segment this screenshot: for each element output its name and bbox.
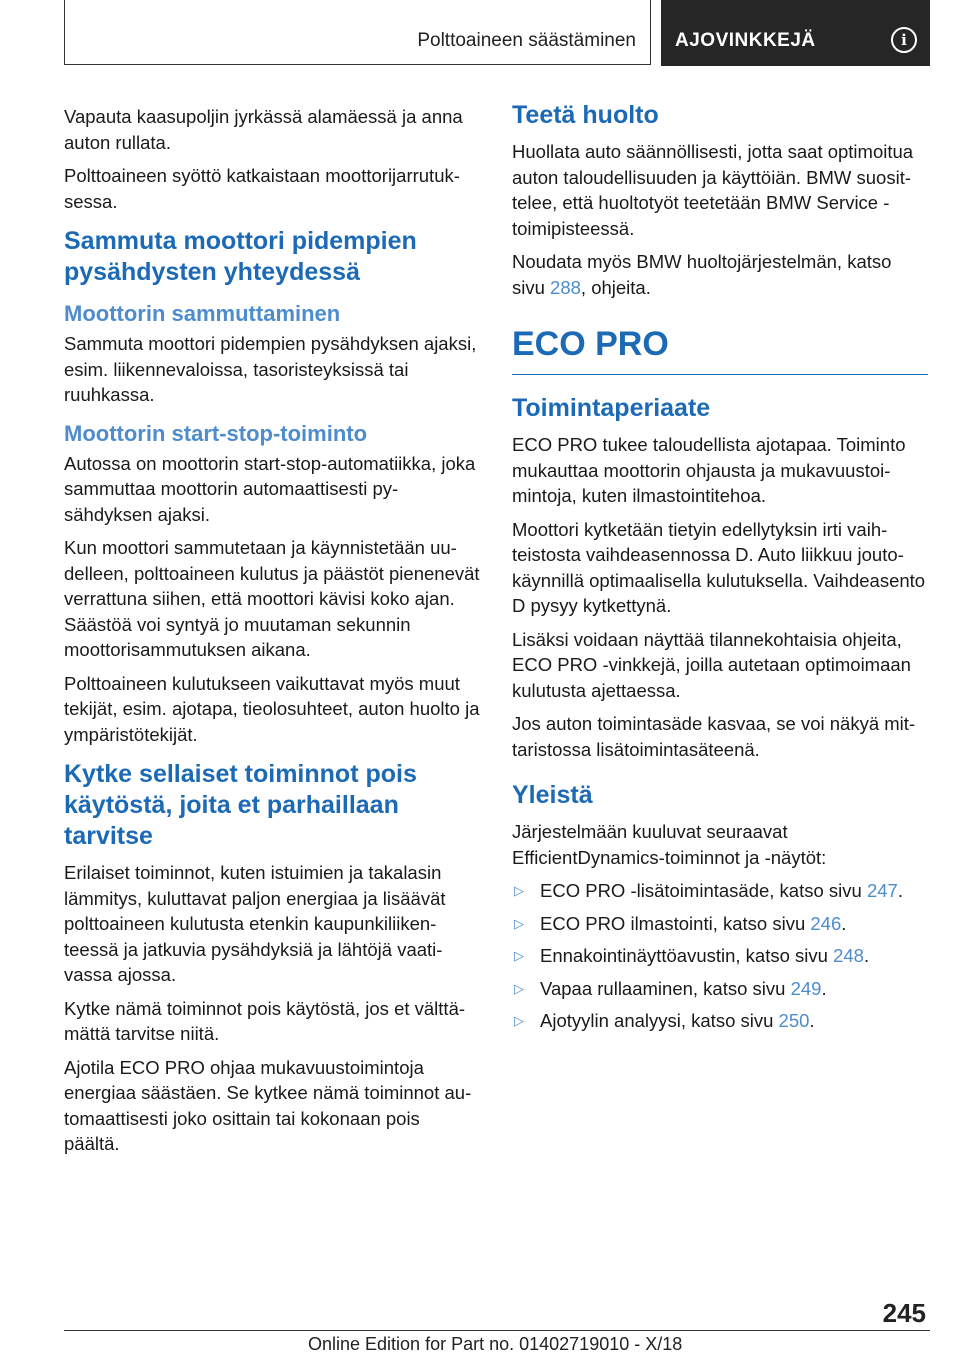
shutdown-paragraph: Sammuta moottori pidempien pysähdyksen ajaksi, esim. liikennevaloissa, tasoristeyksissä tai ruuhkassa. — [64, 333, 477, 405]
page-link[interactable]: 249 — [790, 977, 822, 999]
heading-eco-pro: ECO PRO — [512, 324, 928, 375]
list-item: ▷ Vapaa rullaaminen, katso sivu 249. — [512, 976, 928, 1002]
feature-list — [512, 878, 928, 1034]
general-paragraph: Järjestelmään kuuluvat seuraavat EfficientDynamics-toiminnot ja -näytöt: — [512, 821, 827, 868]
principle-paragraph-4: Jos auton toimintasäde kasvaa, se voi näkyä mittaristossa lisätoimintasäteenä. — [512, 713, 916, 760]
principle-paragraph-1: ECO PRO tukee taloudellista ajotapaa. Toiminto mukauttaa moottorin ohjausta ja mukavuustoimintoja, kuten ilmastointitehoa. — [512, 434, 906, 506]
bullet-triangle-icon: ▷ — [514, 883, 524, 898]
heading-service: Teetä huolto — [512, 101, 659, 129]
header-chapter-box — [661, 0, 930, 66]
page-number: 245 — [882, 1298, 926, 1328]
service-paragraph-1: Huollata auto säännöllisesti, jotta saat optimoitua auton taloudellisuuden ja käyttöiän. BMW suosittelee, että huoltotyöt teetetään BMW Service -toimipisteessä. — [512, 141, 914, 239]
bullet-triangle-icon: ▷ — [514, 980, 524, 996]
subheading-start-stop: Moottorin start-stop-toiminto — [64, 420, 368, 446]
list-item: ▷ ECO PRO ilmastointi, katso sivu 246. — [512, 911, 928, 937]
start-stop-paragraph-2: Kun moottori sammutetaan ja käynnistetään uudelleen, polttoaineen kulutus ja päästöt pienenevät verrattuna siihen, että moottori kävisi koko ajan. Säästöä voi syntyä jo muutaman sekunnin moottorisammutuksen aikana. — [64, 537, 480, 660]
right-column — [512, 100, 928, 1041]
functions-paragraph-2: Kytke nämä toiminnot pois käytöstä, jos et välttämättä tarvitse niitä. — [64, 997, 466, 1044]
bullet-triangle-icon: ▷ — [514, 948, 524, 963]
start-stop-paragraph-1: Autossa on moottorin start-stop-automatiikka, joka sammuttaa moottorin automaattisesti pysähdyksen ajaksi. — [64, 452, 476, 525]
footer-edition: Online Edition for Part no. 01402719010 - X/18 — [308, 1334, 683, 1354]
left-column — [64, 100, 480, 1165]
footer-divider — [64, 1330, 930, 1331]
functions-paragraph-3: Ajotila ECO PRO ohjaa mukavuustoimintoja energiaa säästäen. Se kytkee nämä toiminnot automaattisesti joko osittain tai kokonaan pois päältä. — [64, 1056, 472, 1154]
list-item: ▷ Ajotyylin analyysi, katso sivu 250. — [512, 1008, 928, 1034]
header-section-box — [64, 0, 651, 65]
list-item: ▷ ECO PRO -lisätoimintasäde, katso sivu 247. — [512, 878, 928, 904]
start-stop-paragraph-3: Polttoaineen kulutukseen vaikuttavat myös muut tekijät, esim. ajotapa, tieolosuhteet, auton huolto ja ympäristötekijät. — [64, 672, 480, 745]
principle-paragraph-2: Moottori kytketään tietyin edellytyksin irti vaihteistosta vaihdeasennossa D. Auto liikkuu joutokäynnillä optimaalisella kulutuksella. Vaihdeasento D pysyy kytkettynä. — [512, 518, 926, 616]
page-link[interactable]: 247 — [866, 880, 898, 901]
principle-paragraph-3: Lisäksi voidaan näyttää tilannekohtaisia ohjeita, ECO PRO -vinkkejä, joilla autetaan optimoimaan kulutusta ajettaessa. — [512, 628, 911, 701]
bullet-triangle-icon: ▷ — [514, 1013, 524, 1028]
intro-paragraph-2: Polttoaineen syöttö katkaistaan moottorijarrutuksessa. — [64, 165, 460, 212]
service-paragraph-2: Noudata myös BMW huoltojärjestelmän, katso sivu 288, ohjeita. — [512, 251, 892, 298]
chapter-title: AJOVINKKEJÄ — [675, 30, 816, 51]
subheading-shutdown: Moottorin sammuttaminen — [64, 301, 341, 326]
page-link[interactable]: 250 — [778, 1010, 810, 1031]
bullet-triangle-icon: ▷ — [514, 915, 524, 931]
list-item: ▷ Ennakointinäyttöavustin, katso sivu 248. — [512, 943, 928, 969]
heading-principle: Toimintaperiaate — [512, 394, 711, 422]
section-title: Polttoaineen säästäminen — [417, 30, 636, 51]
page-header — [64, 0, 930, 66]
page-link[interactable]: 248 — [833, 945, 864, 966]
functions-paragraph-1: Erilaiset toiminnot, kuten istuimien ja takalasin lämmitys, kuluttavat paljon energiaa ja lisäävät polttoaineen kulutusta etenkin kaupunkiliikenteessä ja jatkuvia pysähdyksiä ja lähtöjä vaativassa ajossa. — [64, 862, 446, 985]
heading-functions: Kytke sellaiset toiminnot pois käytöstä, joita et parhaillaan tarvitse — [64, 760, 417, 850]
page-link[interactable]: 246 — [810, 912, 842, 934]
heading-shutdown: Sammuta moottori pidempien pysähdysten yhteydessä — [64, 227, 417, 286]
intro-paragraph-1: Vapauta kaasupoljin jyrkässä alamäessä ja anna auton rullata. — [64, 106, 463, 153]
heading-general: Yleistä — [512, 781, 593, 809]
page-link-288[interactable]: 288 — [550, 276, 581, 298]
info-icon: i — [891, 27, 917, 53]
